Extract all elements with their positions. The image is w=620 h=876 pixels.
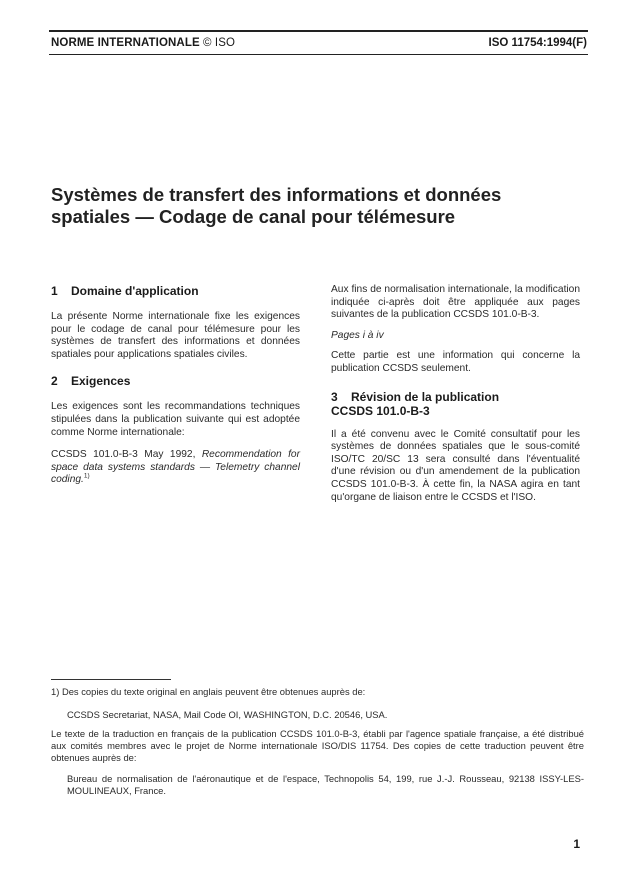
translation-note: Le texte de la traduction en français de la publication CCSDS 101.0-B-3, établi par l'agence spatiale française, a été distribué aux comités membres avec le projet de Norme internationale ISO/DIS 11754. Des copies de cette traduction peuvent être obtenues auprès de: [51,728,584,763]
header-top-rule [49,30,588,32]
section-3-body: Il a été convenu avec le Comité consultatif pour les systèmes de données spatiales que le sous-comité ISO/TC 20/SC 13 sera consulté dans l'éventualité d'une révision ou d'un amendement de la publication CCSDS 101.0-B-3. À cette fin, la NASA agira en tant qu'organe de liaison entre le CCSDS et l'ISO. [331,428,580,503]
section-2-title: Exigences [71,374,131,389]
footnote-1 [51,686,584,698]
section-1-number: 1 [51,284,58,298]
title-line-1: Systèmes de transfert des informations et données [51,184,502,205]
modification-intro: Aux fins de normalisation internationale, la modification indiquée ci-après doit être appliquée aux pages suivantes de la publication CCSDS 101.0-B-3. [331,284,580,321]
header-document-id: ISO 11754:1994(F) [488,37,587,49]
footnote-1-text: Des copies du texte original en anglais peuvent être obtenues auprès de: [61,686,366,697]
footnote-marker: 1) [83,472,90,480]
page-number: 1 [573,837,580,851]
section-2-reference [51,449,300,487]
translation-address: Bureau de normalisation de l'aéronautique et de l'espace, Technopolis 54, 199, rue J.-J. Rousseau, 92138 ISSY-LES-MOULINEAUX, France. [67,773,584,796]
document-title [51,184,571,228]
footnote-rule [51,679,171,680]
left-column [51,284,300,487]
section-1-body: La présente Norme internationale fixe les exigences pour le codage de canal pour télémesure pour les systèmes de transfert des informations et données spatiales pour applications spatiales civiles. [51,311,300,360]
section-1-title: Domaine d'application [71,284,199,298]
section-2-heading [51,374,300,388]
reference-title: Recommendation for space data systems standards — Telemetry channel coding. [51,449,300,486]
pages-reference: Pages i à iv [331,329,384,341]
header-left-label: NORME INTERNATIONALE [51,37,200,49]
footnotes [51,686,584,797]
reference-prefix: CCSDS 101.0-B-3 May 1992, [51,449,196,461]
right-column [331,284,580,504]
header-standard-label [51,37,235,49]
title-line-2: spatiales — Codage de canal pour télémesure [51,206,456,227]
section-3-number: 3 [331,389,338,404]
header-copyright: © ISO [203,37,236,49]
section-2-number: 2 [51,374,58,389]
footnote-1-label: 1) [51,686,60,697]
section-3-title-line-1: Révision de la publication [351,389,500,404]
section-3-title-line-2: CCSDS 101.0-B-3 [331,403,430,418]
section-1-heading [51,284,300,298]
ccsds-info-note: Cette partie est une information qui concerne la publication CCSDS seulement. [331,350,580,374]
section-2-body: Les exigences sont les recommandations techniques stipulées dans la publication suivante qui est adoptée comme Norme internationale: [51,401,300,438]
header-bottom-rule [49,54,588,55]
footnote-1-address: CCSDS Secretariat, NASA, Mail Code OI, WASHINGTON, D.C. 20546, USA. [67,709,388,720]
section-3-heading [331,390,580,418]
